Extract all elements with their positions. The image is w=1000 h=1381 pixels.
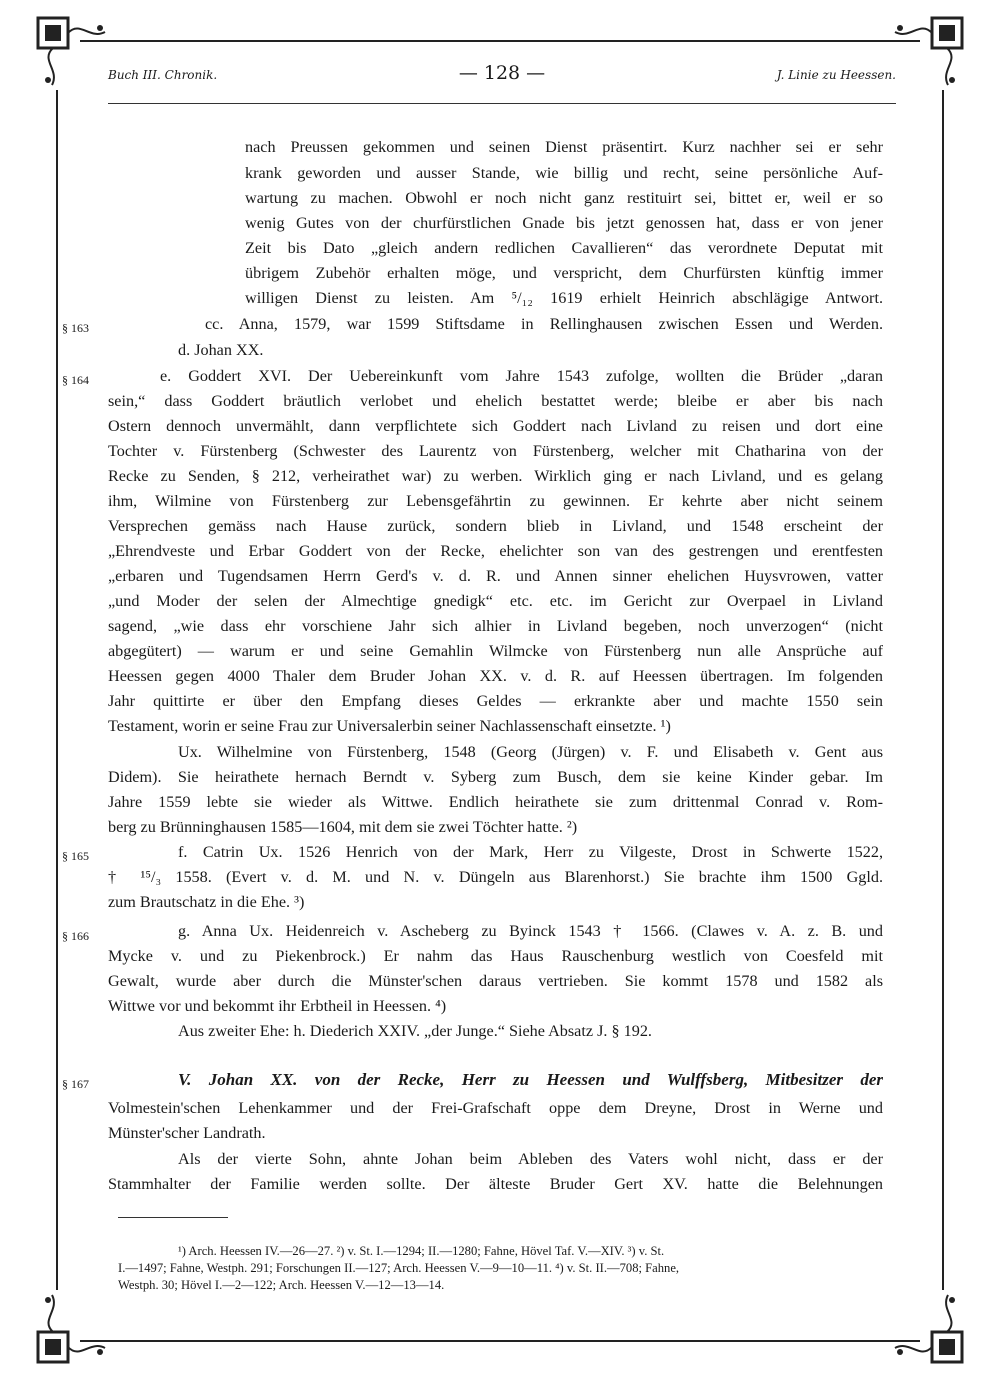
text-line: cc. Anna, 1579, war 1599 Stiftsdame in Rellinghausen zwischen Essen und Werden. bbox=[205, 315, 883, 333]
text-line: „und Moder der selen der Almechtige gnedigk“ etc. etc. im Gericht zur Overpael in Livland bbox=[108, 592, 883, 610]
text-line: Münster'scher Landrath. bbox=[108, 1124, 266, 1142]
section-marker: § 165 bbox=[62, 849, 89, 863]
text-line: wenig Gutes von der churfürstlichen Gnade bis jetzt genossen hat, dass er von jener bbox=[245, 214, 883, 232]
text-line: g. Anna Ux. Heidenreich v. Ascheberg zu Byinck 1543 † 1566. (Clawes v. A. z. B. und bbox=[178, 922, 883, 940]
text-line: übrigem Zubehör erhalten möge, und verspricht, dem Churfürsten künftig immer bbox=[245, 264, 883, 282]
header-book-chapter: Buch III. Chronik. bbox=[108, 68, 218, 82]
text-line: „Ehrendveste und Erbar Goddert von der Recke, ehelichter son van des gestrengen und erentfesten bbox=[108, 542, 883, 560]
text-line: Ostern dennoch unvermählt, dann verpflichtete sich Goddert nach Livland zu reisen und dort eine bbox=[108, 417, 883, 435]
text-line: Stammhalter der Familie werden sollte. Der älteste Bruder Gert XV. hatte die Belehnungen bbox=[108, 1175, 883, 1193]
text-line: Testament, worin er seine Frau zur Universalerbin seiner Nachlassenschaft einsetzte. ¹) bbox=[108, 717, 671, 735]
text-line: sagend, „wie dass ehr vorschiene Jahr sich alhier in Livland begeben, noch unverzogen“ (nicht bbox=[108, 617, 883, 635]
text-line: Ux. Wilhelmine von Fürstenberg, 1548 (Georg (Jürgen) v. F. und Elisabeth v. Gent aus bbox=[178, 743, 883, 761]
text-line: Tochter v. Fürstenberg (Schwester des Laurentz von Fürstenberg, welcher mit Chatharina von der bbox=[108, 442, 883, 460]
text-line: Gewalt, wurde aber durch die Münster'schen daraus vertrieben. Sie kommt 1578 und 1582 als bbox=[108, 972, 883, 990]
text-line: willigen Dienst zu leisten. Am ⁵/₁₂ 1619 erhielt Heinrich abschlägige Antwort. bbox=[245, 289, 883, 307]
text-line: zum Brautschatz in die Ehe. ³) bbox=[108, 893, 305, 911]
text-line: † ¹⁵/₃ 1558. (Evert v. d. M. und N. v. Düngeln aus Blarenhorst.) Sie brachte ihm 1500 Ggld. bbox=[108, 868, 883, 886]
text-line: Mycke v. und zu Piekenbrock.) Er nahm das Haus Rauschenburg westlich von Coesfeld mit bbox=[108, 947, 883, 965]
text-line: Jahre 1559 lebte sie wieder als Wittwe. Endlich heirathete sie zum drittenmal Conrad v. Rom- bbox=[108, 793, 883, 811]
text-line: Heessen gegen 4000 Thaler dem Bruder Johan XX. v. d. R. auf Heessen übertragen. Im folgenden bbox=[108, 667, 883, 685]
footnote-line: ¹) Arch. Heessen IV.—26—27. ²) v. St. I.—1294; II.—1280; Fahne, Hövel Taf. V.—XIV. ³) v. St. bbox=[178, 1244, 665, 1258]
text-line: Jahr quittirte er über den Empfang dieses Geldes — erkrankte aber und machte 1550 sein bbox=[108, 692, 883, 710]
page-number: — 128 — bbox=[458, 62, 546, 84]
text-line: Versprechen gemäss nach Hause zurück, sondern blieb in Livland, und 1548 erscheint der bbox=[108, 517, 883, 535]
text-line: Zeit bis Dato „gleich andern redlichen Cavallieren“ das verordnete Deputat mit bbox=[245, 239, 883, 257]
text-line: wartung zu machen. Obwohl er noch nicht ganz restituirt sei, bittet er, weil er so bbox=[245, 189, 883, 207]
header-lineage: J. Linie zu Heessen. bbox=[776, 68, 896, 82]
footnote-divider bbox=[118, 1217, 228, 1218]
section-marker: § 163 bbox=[62, 321, 89, 335]
text-line: Recke zu Senden, § 212, verheirathet war) zu werben. Wirklich ging er nach Livland, und es gelang bbox=[108, 467, 883, 485]
text-line: Wittwe vor und bekommt ihr Erbtheil in Heessen. ⁴) bbox=[108, 997, 447, 1015]
text-line: d. Johan XX. bbox=[178, 341, 264, 359]
text-line: abgegütert) — warum er und seine Gemahlin Wilmcke von Fürstenberg nun alle Ansprüche auf bbox=[108, 642, 883, 660]
text-line: „erbaren und Tugendsamen Herrn Gerd's v. d. R. und Annen sinner ehelichen Huysvrowen, vatter bbox=[108, 567, 883, 585]
text-line: berg zu Brünninghausen 1585—1604, mit dem sie zwei Töchter hatte. ²) bbox=[108, 818, 578, 836]
text-line: f. Catrin Ux. 1526 Henrich von der Mark, Herr zu Vilgeste, Drost in Schwerte 1522, bbox=[178, 843, 883, 861]
section-marker: § 166 bbox=[62, 929, 89, 943]
text-line: Als der vierte Sohn, ahnte Johan beim Ableben des Vaters wohl nicht, dass er der bbox=[178, 1150, 883, 1168]
text-line: krank geworden und ausser Stande, wie billig und recht, seine persönliche Auf- bbox=[245, 164, 883, 182]
text-line: ihm, Wilmine von Fürstenberg zur Lebensgefährtin zu gewinnen. Er kehrte aber nicht seinem bbox=[108, 492, 883, 510]
text-line: e. Goddert XVI. Der Uebereinkunft vom Jahre 1543 zufolge, wollten die Brüder „daran bbox=[160, 367, 883, 385]
section-marker: § 167 bbox=[62, 1077, 89, 1091]
text-line: nach Preussen gekommen und seinen Dienst präsentirt. Kurz nachher sei er sehr bbox=[245, 138, 883, 156]
text-line: Aus zweiter Ehe: h. Diederich XXIV. „der Junge.“ Siehe Absatz J. § 192. bbox=[178, 1022, 652, 1040]
section-marker: § 164 bbox=[62, 373, 89, 387]
text-line: sein,“ dass Goddert bräutlich verlobet und ehelich bestattet werde; bleibe er aber bis nach bbox=[108, 392, 883, 410]
text-line: V. Johan XX. von der Recke, Herr zu Heessen und Wulffsberg, Mitbesitzer der bbox=[178, 1071, 883, 1089]
text-line: Volmestein'schen Lehenkammer und der Frei-Grafschaft oppe dem Dreyne, Drost in Werne und bbox=[108, 1099, 883, 1117]
footnote-line: I.—1497; Fahne, Westph. 291; Forschungen II.—127; Arch. Heessen V.—9—10—11. ⁴) v. St. II.—708; Fahne, bbox=[118, 1261, 680, 1275]
footnote-line: Westph. 30; Hövel I.—2—122; Arch. Heessen V.—12—13—14. bbox=[118, 1278, 445, 1292]
text-line: Didem). Sie heirathete hernach Berndt v. Syberg zum Busch, dem sie keine Kinder gebar. Im bbox=[108, 768, 883, 786]
